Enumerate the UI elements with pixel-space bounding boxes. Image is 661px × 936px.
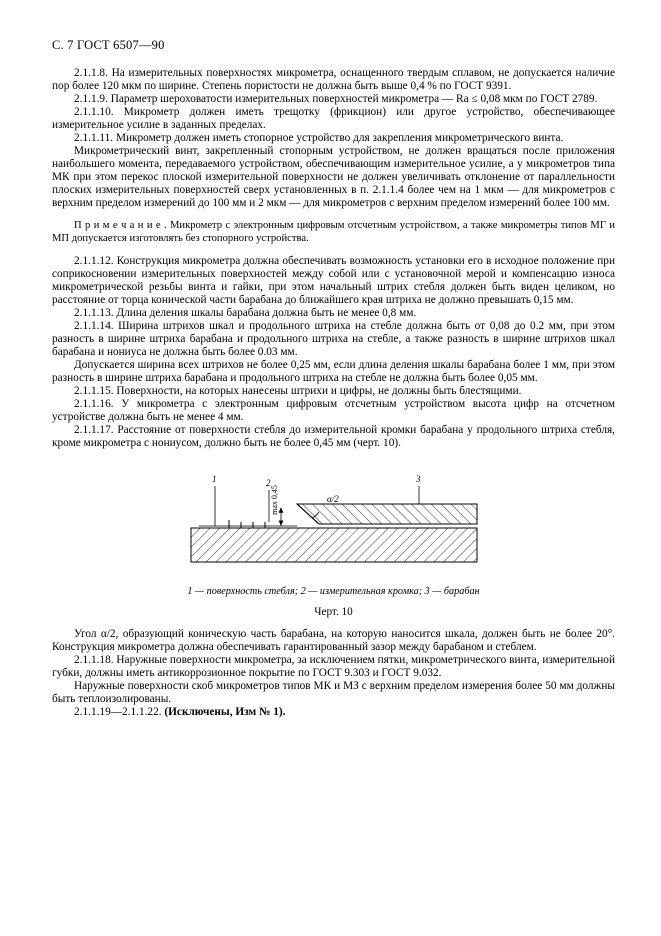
paragraph-heat-insulation: Наружные поверхности скоб микрометров типов МК и МЗ с верхним пределом измерения более 50 мм должны быть теплоизолированы. [52, 680, 615, 706]
paragraph-angle: Угол α/2, образующий коническую часть барабана, на которую наносится шкала, должен быть не более 20°. Конструкция микрометра должна обеспечивать гарантированный зазор между барабаном и стеблем. [52, 628, 615, 654]
figure-caption: 1 — поверхность стебля; 2 — измерительная кромка; 3 — барабан [187, 586, 480, 598]
paragraph-2-1-1-12: 2.1.1.12. Конструкция микрометра должна обеспечивать возможность установки его в исходное положение при соприкосновении измерительных поверхностей между собой или с установочной мерой и компенсацию износа микрометрической резьбы винта и гайки, при этом начальный штрих стебля должен быть виден целиком, но расстояние от торца конической части барабана до ближайшего края штриха не должно превышать 0,15 мм. [52, 255, 615, 307]
svg-text:max 0,45: max 0,45 [269, 485, 279, 516]
paragraph-2-1-1-16: 2.1.1.16. У микрометра с электронным цифровым отсчетным устройством высота цифр на отсчетном устройстве должна быть не менее 4 мм. [52, 398, 615, 424]
paragraph-2-1-1-10: 2.1.1.10. Микрометр должен иметь трещотку (фрикцион) или другое устройство, обеспечивающее измерительное усилие в заданных пределах. [52, 106, 615, 131]
paragraph-2-1-1-18: 2.1.1.18. Наружные поверхности микрометра, за исключением пятки, микрометрического винта, измерительной губки, должны иметь антикоррозионное покрытие по ГОСТ 9.303 и ГОСТ 9.032. [52, 654, 615, 680]
figure-10 [52, 460, 615, 618]
excluded-note: (Исключены, Изм № 1). [164, 706, 286, 719]
excluded-range: 2.1.1.19—2.1.1.22. [74, 706, 165, 719]
paragraph-2-1-1-15: 2.1.1.15. Поверхности, на которых нанесены штрихи и цифры, не должны быть блестящими. [74, 385, 522, 398]
note-block: П р и м е ч а н и е . Микрометр с электронным цифровым отсчетным устройством, а также микрометры типов МГ и МП допускается изготовлять без стопорного устройства. [52, 220, 615, 244]
paragraph-micrometric-screw: Микрометрический винт, закрепленный стопорным устройством, не должен вращаться после приложения наибольшего момента, передаваемого устройством, обеспечивающим измерительное усилие, а у микрометров типа МК при этом перекос плоской измерительной поверхности не должен увеличивать отклонение от параллельности плоских измерительных поверхностей сверх установленных в п. 2.1.1.4 более чем на 1 мкм — для микрометров с верхним пределом измерений до 100 мм и 2 мкм — для микрометров с верхним пределом измерений более 100 мм. [52, 145, 615, 209]
paragraph-width-tolerance: Допускается ширина всех штрихов не более 0,25 мм, если длина деления шкалы барабана более 1 мм, при этом разность в ширине штриха барабана и продольного штриха на стебле не должна быть более 0,05 мм. [52, 359, 615, 385]
figure-number: Черт. 10 [314, 606, 353, 619]
paragraph-2-1-1-8: 2.1.1.8. На измерительных поверхностях микрометра, оснащенного твердым сплавом, не допускается наличие пор более 120 мкм по ширине. Степень пористости не должна быть выше 0,4 % по ГОСТ 9391. [52, 67, 615, 92]
standard-number: ГОСТ 6507—90 [76, 38, 165, 52]
svg-text:1: 1 [211, 474, 216, 485]
svg-text:α/2: α/2 [326, 494, 339, 505]
paragraph-2-1-1-9: 2.1.1.9. Параметр шероховатости измерительных поверхностей микрометра — Ra ≤ 0,08 мкм по ГОСТ 2789. [74, 93, 598, 105]
svg-text:3: 3 [415, 474, 420, 485]
paragraph-2-1-1-11: 2.1.1.11. Микрометр должен иметь стопорное устройство для закрепления микрометрического винта. [74, 132, 564, 144]
page-header [52, 38, 615, 53]
paragraph-2-1-1-14: 2.1.1.14. Ширина штрихов шкал и продольного штриха на стебле должна быть от 0,08 до 0.2 мм, при этом разность в ширине штриха барабана и продольного штриха на стебле, а также разность в ширине штрихов шкал барабана и нониуса не должна быть более 0.03 мм. [52, 320, 615, 359]
paragraph-2-1-1-13: 2.1.1.13. Длина деления шкалы барабана должна быть не менее 0,8 мм. [74, 307, 417, 320]
paragraph-excluded [52, 706, 615, 719]
page-number: С. 7 [52, 38, 74, 52]
paragraph-2-1-1-17: 2.1.1.17. Расстояние от поверхности стебля до измерительной кромки барабана у продольного штриха стебля, кроме микрометра с нониусом, должно быть не более 0,45 мм (черт. 10). [52, 424, 615, 450]
figure-10-drawing [169, 460, 499, 580]
svg-text:2: 2 [265, 478, 270, 489]
